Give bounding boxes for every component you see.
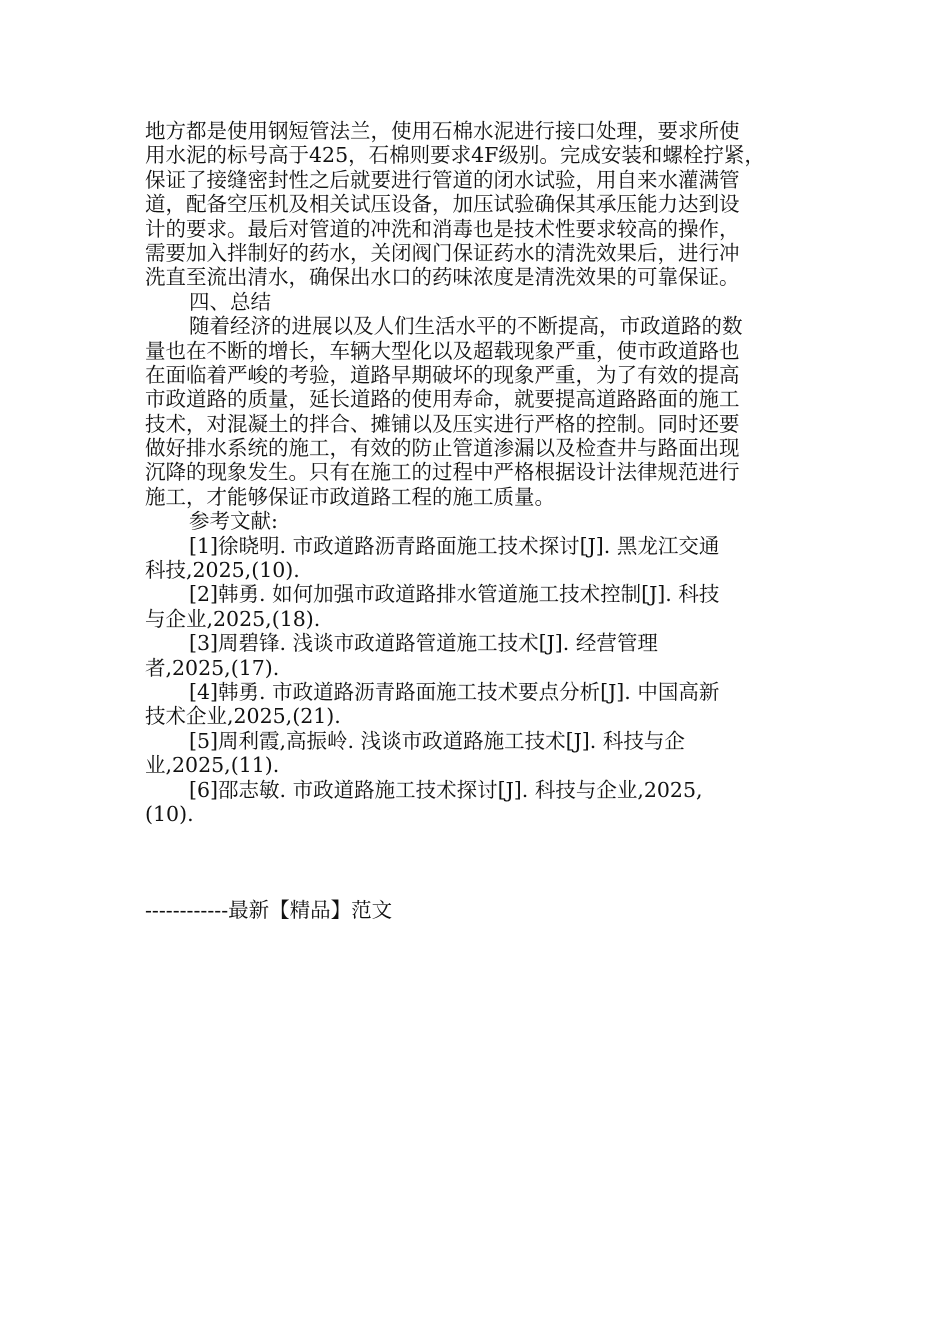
footer-text: ------------最新【精品】范文 — [145, 898, 393, 922]
reference-line: 者,2025,(17). — [145, 655, 280, 680]
reference-line: 科技,2025,(10). — [145, 558, 300, 583]
paragraph-line: 保证了接缝密封性之后就要进行管道的闭水试验，用自来水灌满管 — [145, 167, 740, 192]
paragraph-line: 洗直至流出清水，确保出水口的药味浓度是清洗效果的可靠保证。 — [145, 265, 740, 290]
paragraph-line: 量也在不断的增长，车辆大型化以及超载现象严重，使市政道路也 — [145, 338, 740, 363]
paragraph-line: 在面临着严峻的考验，道路早期破坏的现象严重，为了有效的提高 — [145, 362, 740, 387]
paragraph-line: 地方都是使用钢短管法兰，使用石棉水泥进行接口处理，要求所使 — [145, 119, 740, 143]
paragraph-line: 技术，对混凝土的拌合、摊铺以及压实进行严格的控制。同时还要 — [145, 411, 740, 436]
paragraph-line: 做好排水系统的施工，有效的防止管道渗漏以及检查井与路面出现 — [145, 436, 740, 461]
paragraph-line: 沉降的现象发生。只有在施工的过程中严格根据设计法律规范进行 — [145, 460, 740, 485]
summary-heading: 四、总结 — [189, 289, 271, 314]
paragraph-line: 市政道路的质量，延长道路的使用寿命，就要提高道路路面的施工 — [145, 387, 740, 412]
summary-paragraph — [145, 314, 810, 509]
reference-line: (10). — [145, 801, 194, 826]
reference-line: [3]周碧锋. 浅谈市政道路管道施工技术[J]. 经营管理 — [189, 631, 658, 656]
paragraph-line: 随着经济的进展以及人们生活水平的不断提高，市政道路的数 — [189, 314, 743, 339]
reference-item — [145, 729, 810, 778]
paragraph-line: 道，配备空压机及相关试压设备，加压试验确保其承压能力达到设 — [145, 192, 740, 217]
reference-line: [6]邵志敏. 市政道路施工技术探讨[J]. 科技与企业,2025, — [189, 777, 703, 802]
paragraph-line: 计的要求。最后对管道的冲洗和消毒也是技术性要求较高的操作， — [145, 216, 740, 241]
reference-line: 技术企业,2025,(21). — [145, 704, 341, 729]
body-paragraph — [145, 119, 810, 290]
reference-item — [145, 631, 810, 680]
reference-line: 与企业,2025,(18). — [145, 606, 321, 631]
paragraph-line: 施工，才能够保证市政道路工程的施工质量。 — [145, 484, 555, 509]
paragraph-line: 用水泥的标号高于425，石棉则要求4F级别。完成安装和螺栓拧紧， — [145, 143, 765, 168]
reference-line: [5]周利霞,高振岭. 浅谈市政道路施工技术[J]. 科技与企 — [189, 728, 685, 753]
reference-line: [2]韩勇. 如何加强市政道路排水管道施工技术控制[J]. 科技 — [189, 582, 720, 607]
reference-item — [145, 534, 810, 583]
reference-line: [4]韩勇. 市政道路沥青路面施工技术要点分析[J]. 中国高新 — [189, 679, 720, 704]
references-heading: 参考文献: — [189, 509, 278, 534]
reference-line: 业,2025,(11). — [145, 753, 280, 778]
paragraph-line: 需要加入拌制好的药水，关闭阀门保证药水的清洗效果后，进行冲 — [145, 240, 740, 265]
reference-item — [145, 778, 810, 827]
reference-item — [145, 680, 810, 729]
reference-item — [145, 582, 810, 631]
reference-line: [1]徐晓明. 市政道路沥青路面施工技术探讨[J]. 黑龙江交通 — [189, 533, 720, 558]
document-page — [145, 119, 810, 826]
references-list — [145, 534, 810, 827]
